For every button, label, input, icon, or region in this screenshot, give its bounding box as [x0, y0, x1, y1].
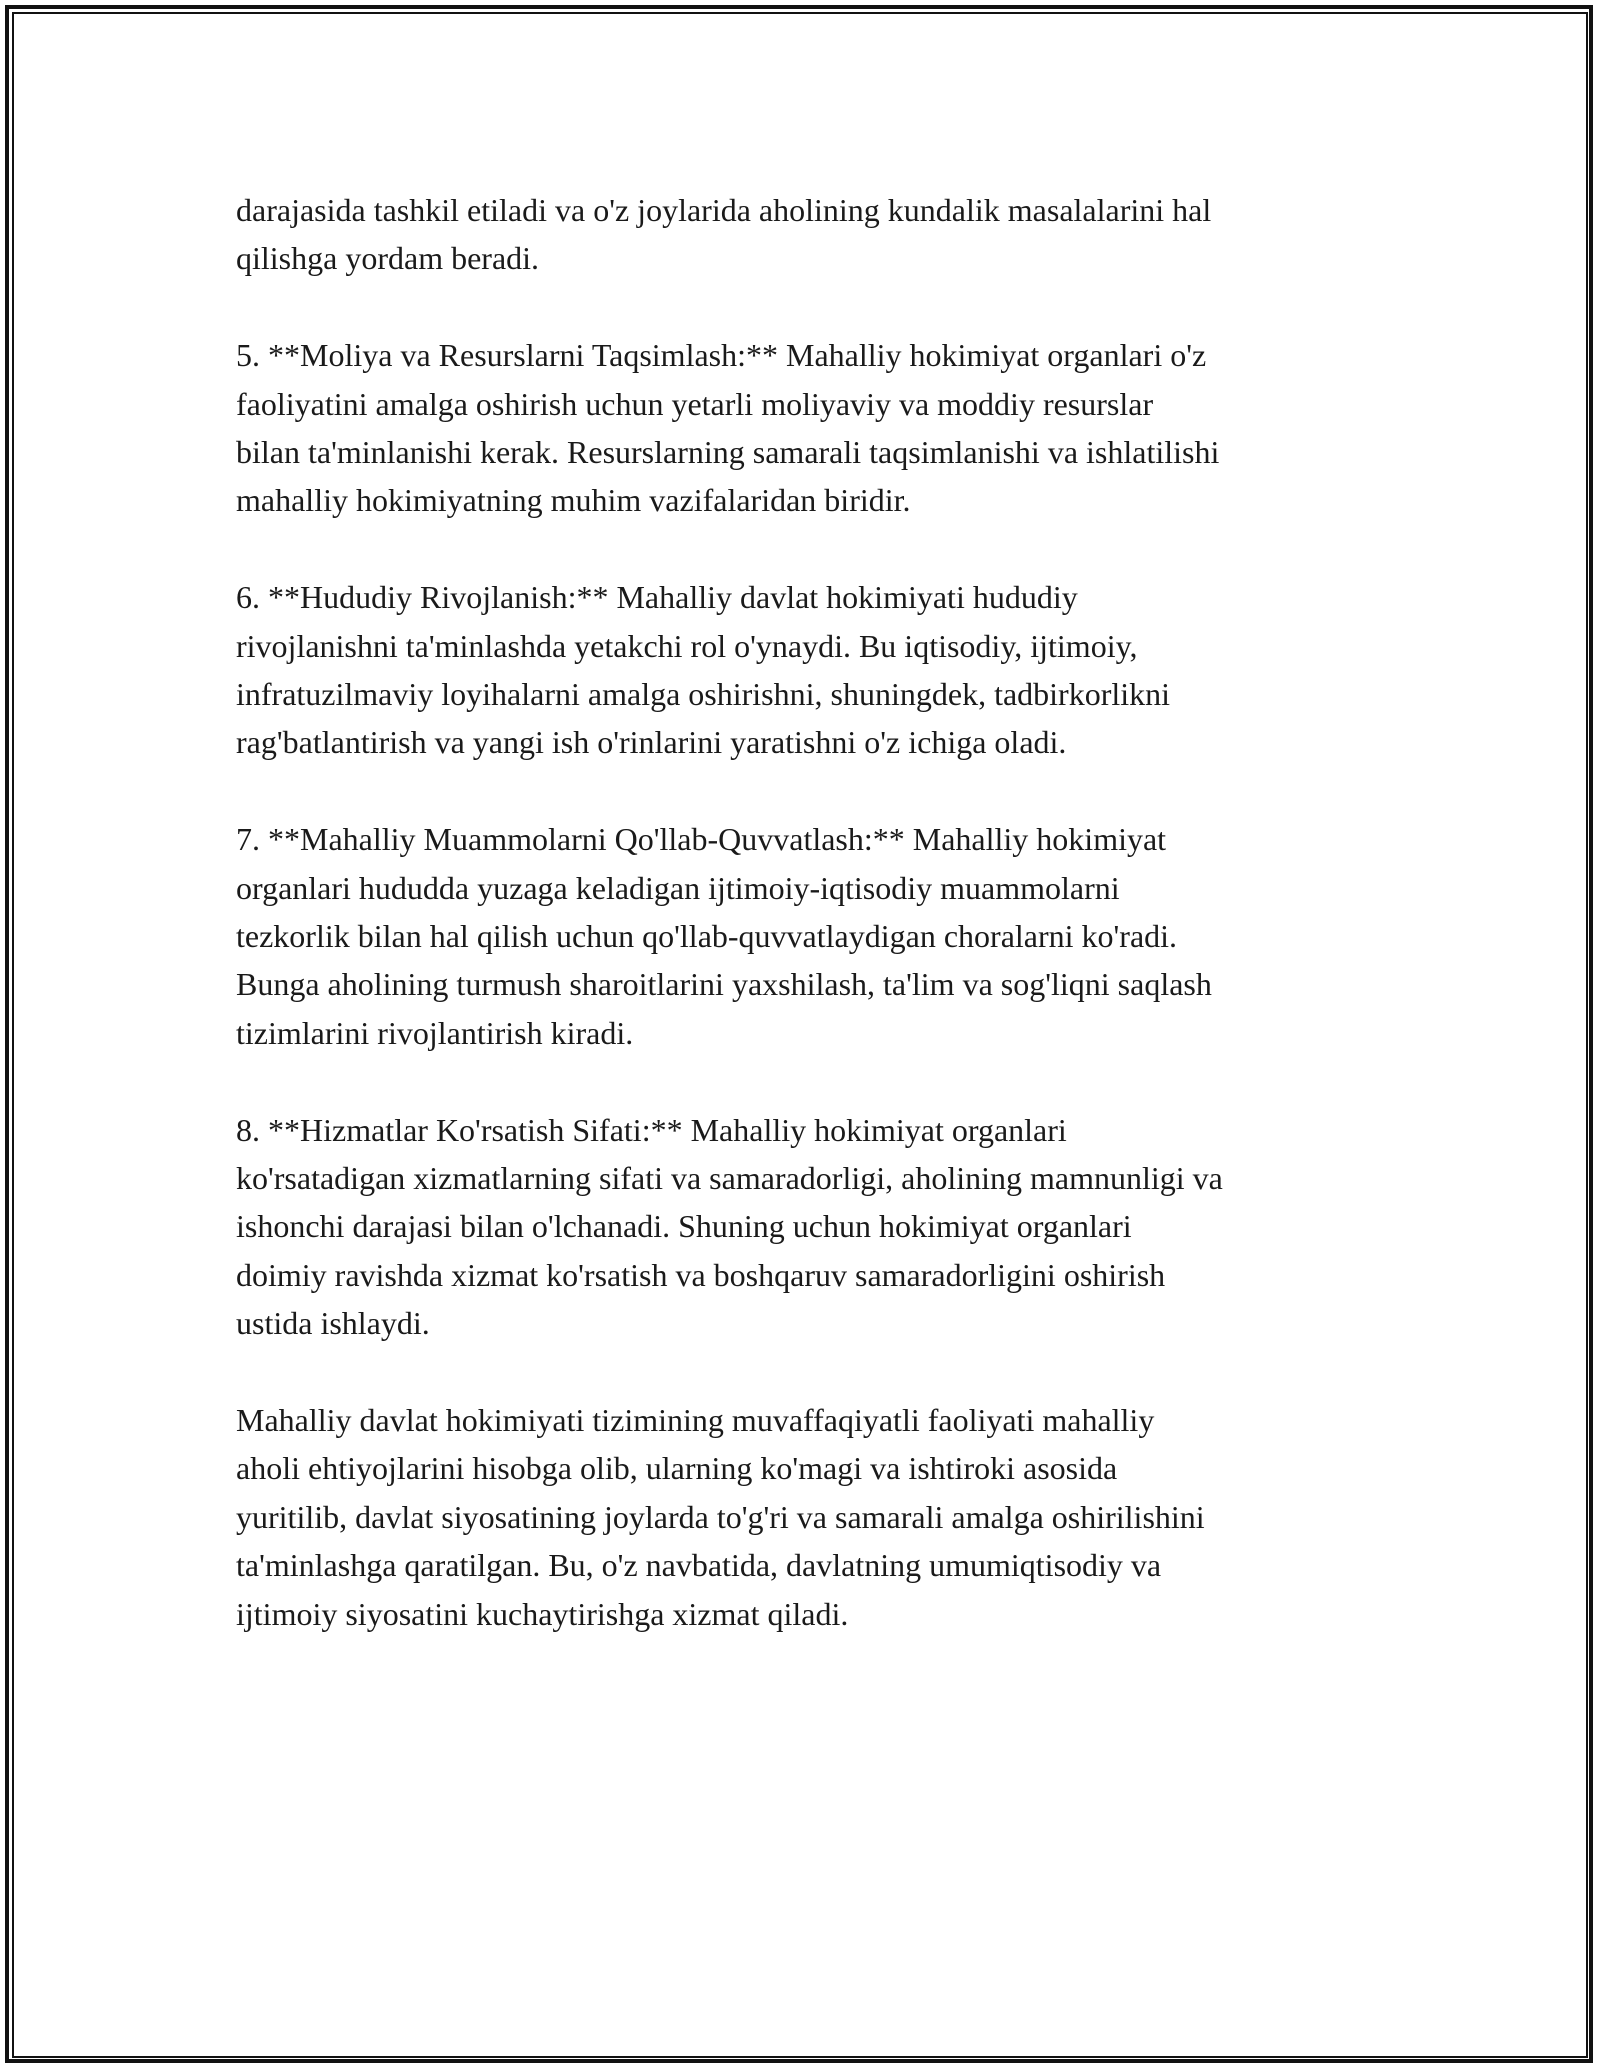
- text-line: 5. **Moliya va Resurslarni Taqsimlash:** Mahalliy hokimiyat organlari o'z: [236, 337, 1207, 374]
- text-line: 6. **Hududiy Rivojlanish:** Mahalliy davlat hokimiyati hududiy: [236, 579, 1078, 616]
- text-line: yuritilib, davlat siyosatining joylarda to'g'ri va samarali amalga oshirilishini: [236, 1498, 1205, 1535]
- text-line: 8. **Hizmatlar Ko'rsatish Sifati:** Mahalliy hokimiyat organlari: [236, 1111, 1067, 1148]
- paragraph-item-6: [236, 573, 1386, 767]
- text-line: ta'minlashga qaratilgan. Bu, o'z navbatida, davlatning umumiqtisodiy va: [236, 1547, 1162, 1584]
- paragraph-item-5: [236, 331, 1386, 525]
- text-line: tezkorlik bilan hal qilish uchun qo'llab-quvvatlaydigan choralarni ko'radi.: [236, 918, 1178, 955]
- text-line: mahalliy hokimiyatning muhim vazifalaridan biridir.: [236, 482, 911, 519]
- text-line: Mahalliy davlat hokimiyati tizimining muvaffaqiyatli faoliyati mahalliy: [236, 1402, 1155, 1439]
- paragraph-continuation: [236, 186, 1386, 283]
- text-line: qilishga yordam beradi.: [236, 240, 540, 277]
- text-line: tizimlarini rivojlantirish kiradi.: [236, 1014, 634, 1051]
- paragraph-conclusion: [236, 1396, 1386, 1638]
- document-body: [236, 186, 1386, 1687]
- text-line: doimiy ravishda xizmat ko'rsatish va boshqaruv samaradorligini oshirish: [236, 1256, 1166, 1293]
- text-line: ustida ishlaydi.: [236, 1305, 430, 1342]
- text-line: rag'batlantirish va yangi ish o'rinlarini yaratishni o'z ichiga oladi.: [236, 724, 1067, 761]
- text-line: rivojlanishni ta'minlashda yetakchi rol o'ynaydi. Bu iqtisodiy, ijtimoiy,: [236, 627, 1138, 664]
- text-line: darajasida tashkil etiladi va o'z joylarida aholining kundalik masalalarini hal: [236, 192, 1212, 228]
- text-line: ko'rsatadigan xizmatlarning sifati va samaradorligi, aholining mamnunligi va: [236, 1160, 1223, 1197]
- paragraph-item-8: [236, 1106, 1386, 1348]
- text-line: organlari hududda yuzaga keladigan ijtimoiy-iqtisodiy muammolarni: [236, 869, 1120, 906]
- text-line: bilan ta'minlanishi kerak. Resurslarning samarali taqsimlanishi va ishlatilishi: [236, 434, 1220, 471]
- text-line: infratuzilmaviy loyihalarni amalga oshirishni, shuningdek, tadbirkorlikni: [236, 676, 1171, 713]
- text-line: 7. **Mahalliy Muammolarni Qo'llab-Quvvatlash:** Mahalliy hokimiyat: [236, 821, 1167, 858]
- text-line: aholi ehtiyojlarini hisobga olib, ularning ko'magi va ishtiroki asosida: [236, 1450, 1118, 1487]
- text-line: faoliyatini amalga oshirish uchun yetarli moliyaviy va moddiy resurslar: [236, 385, 1154, 422]
- text-line: ishonchi darajasi bilan o'lchanadi. Shuning uchun hokimiyat organlari: [236, 1208, 1132, 1245]
- paragraph-item-7: [236, 815, 1386, 1057]
- text-line: Bunga aholining turmush sharoitlarini yaxshilash, ta'lim va sog'liqni saqlash: [236, 966, 1212, 1003]
- text-line: ijtimoiy siyosatini kuchaytirishga xizmat qiladi.: [236, 1595, 849, 1632]
